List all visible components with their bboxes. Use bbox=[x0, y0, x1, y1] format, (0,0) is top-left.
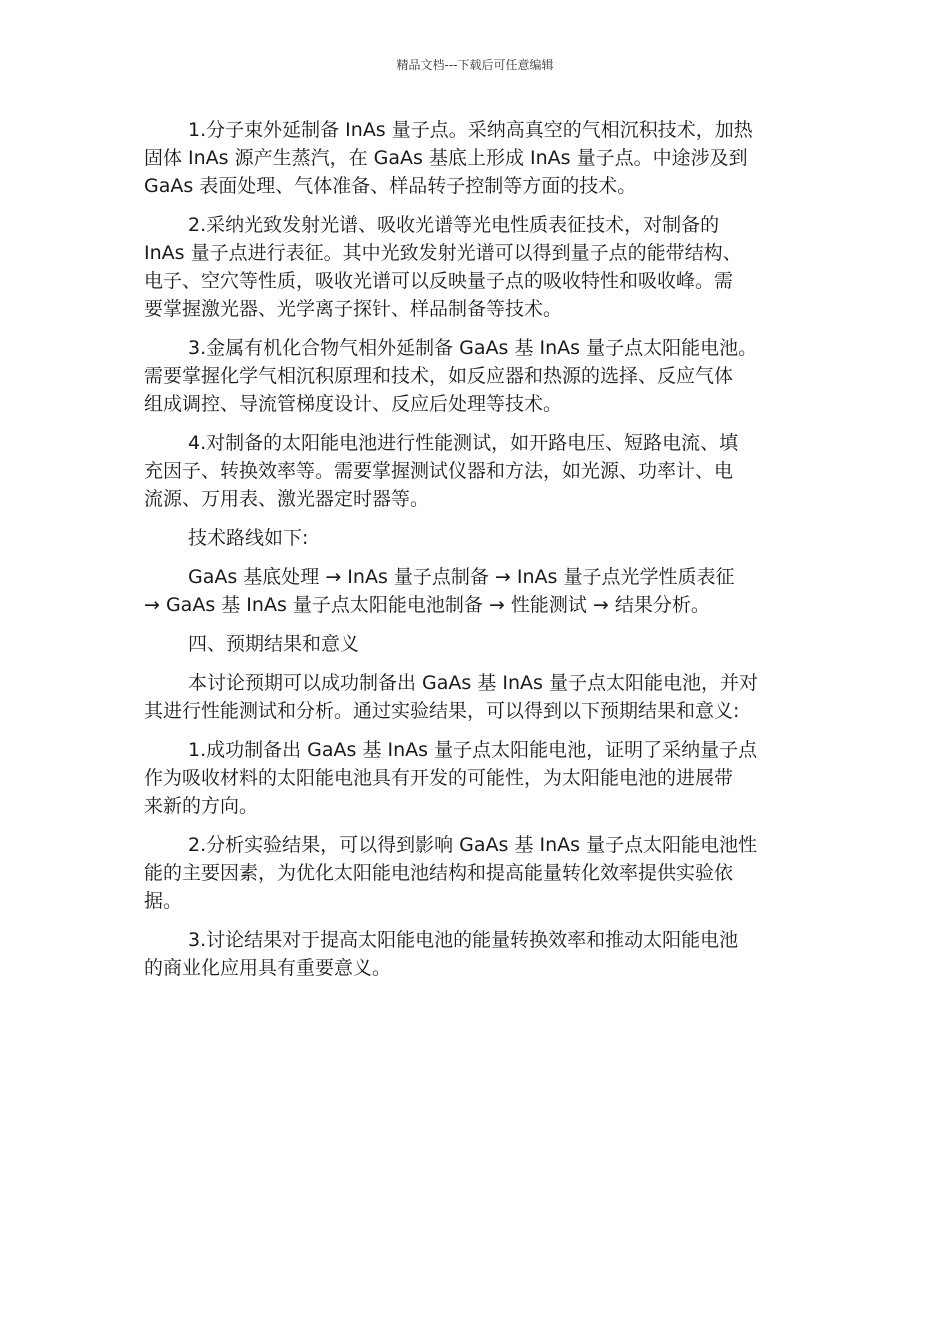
paragraph-route: GaAs 基底处理 → InAs 量子点制备 → InAs 量子点光学性质表征 → GaAs 基 InAs 量子点太阳能电池制备 → 性能测试 → 结果分析。 bbox=[144, 566, 735, 616]
paragraph-method-1: 1.分子束外延制备 InAs 量子点。采纳高真空的气相沉积技术，加热 固体 InAs 源产生蒸汽，在 GaAs 基底上形成 InAs 量子点。中途涉及到 GaAs 表面处理、气体准备、样品转子控制等方面的技术。 bbox=[144, 119, 753, 197]
paragraph-method-4: 4.对制备的太阳能电池进行性能测试，如开路电压、短路电流、填 充因子、转换效率等。需要掌握测试仪器和方法，如光源、功率计、电 流源、万用表、激光器定时器等。 bbox=[144, 432, 739, 510]
paragraph-expected-intro: 本讨论预期可以成功制备出 GaAs 基 InAs 量子点太阳能电池，并对 其进行性能测试和分析。通过实验结果，可以得到以下预期结果和意义: bbox=[144, 672, 758, 722]
page-header: 精品文档---下载后可任意编辑 bbox=[396, 58, 554, 72]
document-body bbox=[144, 116, 806, 993]
paragraph-result-1: 1.成功制备出 GaAs 基 InAs 量子点太阳能电池，证明了采纳量子点 作为吸收材料的太阳能电池具有开发的可能性，为太阳能电池的进展带 来新的方向。 bbox=[144, 739, 758, 817]
paragraph-route-intro: 技术路线如下: bbox=[188, 527, 309, 549]
section-heading-expected-results: 四、预期结果和意义 bbox=[188, 633, 360, 655]
paragraph-method-3: 3.金属有机化合物气相外延制备 GaAs 基 InAs 量子点太阳能电池。 需要掌握化学气相沉积原理和技术，如反应器和热源的选择、反应气体 组成调控、导流管梯度设计、反应后处理等技术。 bbox=[144, 337, 758, 415]
paragraph-method-2: 2.采纳光致发射光谱、吸收光谱等光电性质表征技术，对制备的 InAs 量子点进行表征。其中光致发射光谱可以得到量子点的能带结构、 电子、空穴等性质，吸收光谱可以反映量子点的吸收特性和吸收峰。需 要掌握激光器、光学离子探针、样品制备等技术。 bbox=[144, 214, 742, 320]
paragraph-result-3: 3.讨论结果对于提高太阳能电池的能量转换效率和推动太阳能电池 的商业化应用具有重要意义。 bbox=[144, 929, 739, 979]
paragraph-result-2: 2.分析实验结果，可以得到影响 GaAs 基 InAs 量子点太阳能电池性 能的主要因素，为优化太阳能电池结构和提高能量转化效率提供实验依 据。 bbox=[144, 834, 758, 912]
